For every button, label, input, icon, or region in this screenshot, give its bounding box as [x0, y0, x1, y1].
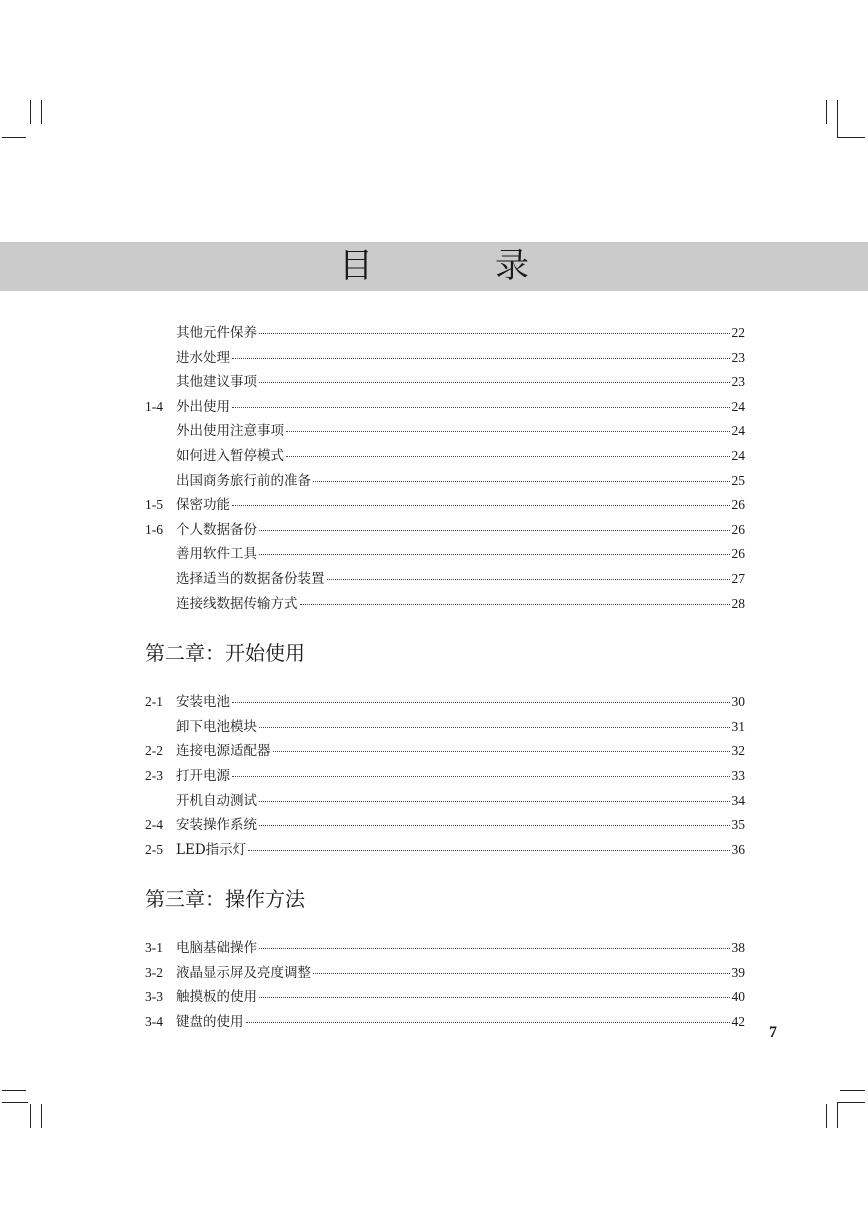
toc-entry[interactable] [145, 961, 745, 986]
dot-leader [259, 825, 730, 826]
dot-leader [259, 948, 730, 949]
toc-entry-title: 连接线数据传输方式 [176, 595, 298, 612]
toc-entry-title: 开机自动测试 [176, 792, 257, 809]
toc-entry-title: 安装操作系统 [176, 817, 257, 834]
dot-leader [286, 431, 730, 432]
dot-leader [273, 751, 730, 752]
toc-page-number: 22 [731, 325, 745, 340]
dot-leader [327, 579, 730, 580]
section-number: 1-4 [145, 398, 163, 414]
toc-page-number: 28 [731, 595, 745, 611]
toc-entry-title: 液晶显示屏及亮度调整 [176, 964, 311, 981]
chapter-heading: 第二章：开始使用 [145, 641, 305, 666]
toc-page-number: 26 [731, 497, 745, 513]
toc-entry[interactable] [145, 321, 745, 346]
toc-entry-title: 如何进入暂停模式 [176, 447, 284, 464]
toc-entry[interactable] [145, 419, 745, 444]
toc-entry[interactable] [145, 789, 745, 814]
toc-entry[interactable] [145, 370, 745, 395]
toc-entry-title: 卸下电池模块 [176, 718, 257, 735]
toc-entry[interactable] [145, 764, 745, 789]
toc-page-number: 32 [731, 743, 745, 759]
toc-page-number: 42 [731, 1014, 745, 1030]
toc-entry[interactable] [145, 493, 745, 518]
toc-page-number: 34 [731, 792, 745, 808]
dot-leader [259, 382, 730, 383]
dot-leader [300, 604, 730, 605]
section-number: 2-3 [145, 767, 163, 783]
toc-entry[interactable] [145, 469, 745, 494]
toc-entry-title: 键盘的使用 [176, 1014, 244, 1031]
toc-page-number: 23 [731, 349, 745, 365]
toc-entry[interactable] [145, 395, 745, 420]
toc-page-number: 30 [731, 694, 745, 710]
toc-page-number: 26 [731, 521, 745, 537]
toc-page-number: 25 [731, 472, 745, 488]
toc-entry[interactable] [145, 739, 745, 764]
dot-leader [232, 702, 730, 703]
toc-entry[interactable] [145, 715, 745, 740]
toc-entry[interactable] [145, 518, 745, 543]
toc-page-number: 35 [731, 817, 745, 833]
section-number: 3-3 [145, 989, 163, 1005]
toc-entry-title: 出国商务旅行前的准备 [176, 472, 311, 489]
toc-entry[interactable] [145, 444, 745, 469]
toc-entry[interactable] [145, 542, 745, 567]
toc-entry-title: 个人数据备份 [176, 521, 257, 538]
toc-entry-title: 外出使用注意事项 [176, 423, 284, 440]
dot-leader [232, 776, 730, 777]
toc-page-number: 39 [731, 964, 745, 980]
toc-entry-title: 打开电源 [176, 767, 230, 784]
dot-leader [246, 1022, 730, 1023]
toc-entry[interactable] [145, 1010, 745, 1035]
toc-entry-title: 善用软件工具 [176, 546, 257, 563]
section-number: 2-5 [145, 841, 163, 857]
toc-page-number: 24 [731, 423, 745, 439]
dot-leader [232, 505, 730, 506]
toc-entry[interactable] [145, 690, 745, 715]
dot-leader [248, 850, 729, 851]
section-number: 1-6 [145, 521, 163, 537]
toc-entry-title: 其他元件保养 [176, 325, 257, 341]
chapter-heading: 第三章：操作方法 [145, 887, 305, 912]
toc-page-number: 33 [731, 767, 745, 783]
dot-leader [286, 456, 730, 457]
toc-entry-title: LED指示灯 [176, 841, 247, 858]
section-number: 3-1 [145, 940, 163, 956]
dot-leader [232, 407, 730, 408]
toc-entry-title: 保密功能 [176, 497, 230, 514]
toc-entry-title: 安装电池 [176, 694, 230, 711]
toc-page-number: 26 [731, 546, 745, 562]
page-title: 目 录 [339, 246, 573, 286]
toc-entry[interactable] [145, 346, 745, 371]
section-number: 2-2 [145, 743, 163, 759]
toc-page-number: 24 [731, 447, 745, 463]
toc-page-number: 36 [731, 841, 745, 857]
toc-page-number: 23 [731, 374, 745, 390]
toc-entry[interactable] [145, 592, 745, 617]
toc-entry-title: 其他建议事项 [176, 374, 257, 391]
toc-page-number: 27 [731, 570, 745, 586]
table-of-contents [145, 321, 745, 1035]
dot-leader [313, 973, 730, 974]
toc-entry[interactable] [145, 985, 745, 1010]
dot-leader [313, 481, 730, 482]
toc-entry[interactable] [145, 567, 745, 592]
toc-entry-title: 电脑基础操作 [176, 940, 257, 957]
toc-page-number: 24 [731, 398, 745, 414]
toc-entry-title: 选择适当的数据备份装置 [176, 570, 325, 587]
page-number: 7 [769, 1024, 777, 1041]
toc-entry-title: 触摸板的使用 [176, 989, 257, 1006]
toc-page-number: 31 [731, 718, 745, 734]
dot-leader [259, 801, 730, 802]
toc-entry[interactable] [145, 813, 745, 838]
section-number: 2-1 [145, 694, 163, 710]
section-number: 1-5 [145, 497, 163, 513]
section-number: 2-4 [145, 817, 163, 833]
toc-page-number: 40 [731, 989, 745, 1005]
dot-leader [232, 358, 730, 359]
dot-leader [259, 997, 730, 998]
section-number: 3-2 [145, 964, 163, 980]
section-number: 3-4 [145, 1014, 163, 1030]
dot-leader [259, 530, 730, 531]
dot-leader [259, 333, 730, 334]
toc-entry[interactable] [145, 838, 745, 863]
toc-entry[interactable] [145, 936, 745, 961]
toc-entry-title: 进水处理 [176, 349, 230, 366]
toc-entry-title: 连接电源适配器 [176, 743, 271, 760]
toc-page-number: 38 [731, 940, 745, 956]
dot-leader [259, 554, 730, 555]
dot-leader [259, 727, 730, 728]
toc-entry-title: 外出使用 [176, 398, 230, 415]
